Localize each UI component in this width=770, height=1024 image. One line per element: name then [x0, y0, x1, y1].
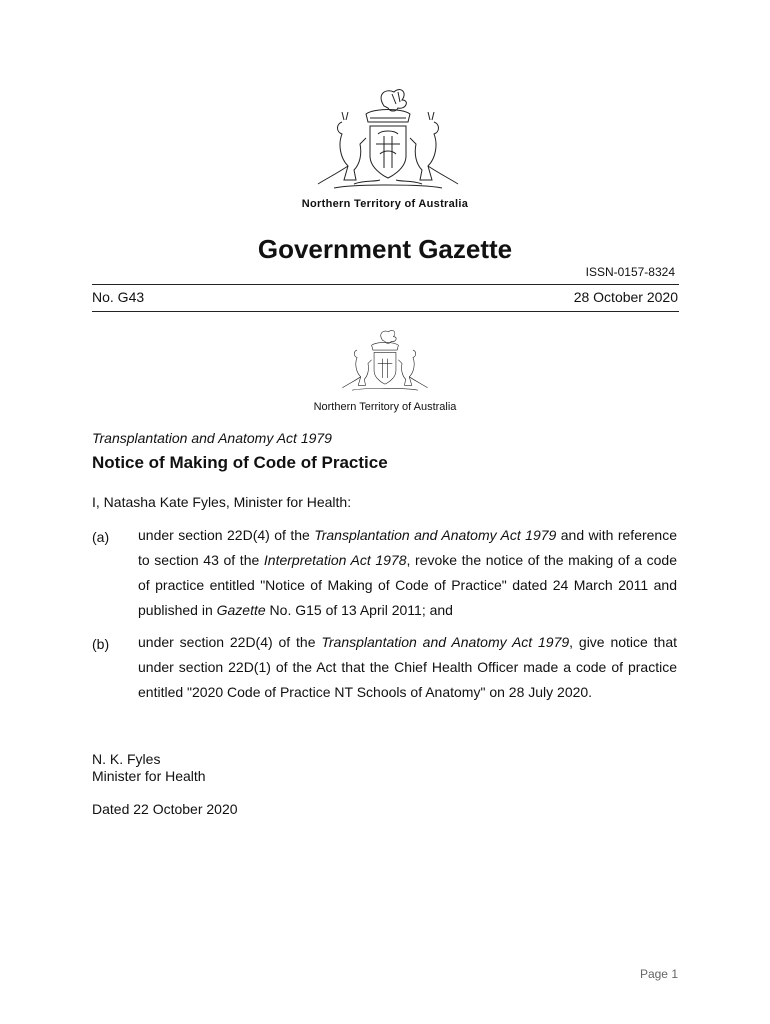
coat-of-arms-small-emblem	[340, 326, 430, 396]
gazette-date: 28 October 2020	[573, 289, 678, 305]
signer-name: N. K. Fyles	[92, 751, 161, 767]
paragraph-b-label: (b)	[92, 636, 110, 652]
coat-of-arms-emblem	[314, 84, 462, 196]
signature-block	[92, 751, 206, 785]
header-divider-top	[92, 284, 679, 285]
jurisdiction-label: Northern Territory of Australia	[301, 198, 469, 210]
gazette-number: No. G43	[92, 289, 145, 305]
paragraph-a-body: under section 22D(4) of the Transplantation and Anatomy Act 1979 and with reference to section 43 of the Interpretation Act 1978, revoke the notice of the making of a code of practice entitled "Notice of Making of Code of Practice" dated 24 March 2011 and published in Gazette No. G15 of 13 April 2011; and	[138, 527, 677, 618]
notice-intro: I, Natasha Kate Fyles, Minister for Health:	[92, 494, 352, 510]
gazette-title: Government Gazette	[257, 234, 513, 264]
gazette-info-row	[92, 289, 678, 305]
header-divider-bottom	[92, 311, 679, 312]
notice-jurisdiction-label: Northern Territory of Australia	[313, 401, 457, 413]
paragraph-b-body: under section 22D(4) of the Transplantation and Anatomy Act 1979, give notice that under section 22D(1) of the Act that the Chief Health Officer made a code of practice entitled "2020 Code of Practice NT Schools of Anatomy" on 28 July 2020.	[138, 634, 678, 700]
paragraph-a-label: (a)	[92, 529, 110, 545]
date-signed: Dated 22 October 2020	[92, 801, 238, 817]
act-title: Transplantation and Anatomy Act 1979	[92, 430, 332, 446]
notice-heading: Notice of Making of Code of Practice	[92, 453, 388, 472]
page-number: Page 1	[639, 967, 678, 981]
signer-title: Minister for Health	[92, 768, 206, 784]
issn-number: ISSN-0157-8324	[585, 265, 675, 279]
